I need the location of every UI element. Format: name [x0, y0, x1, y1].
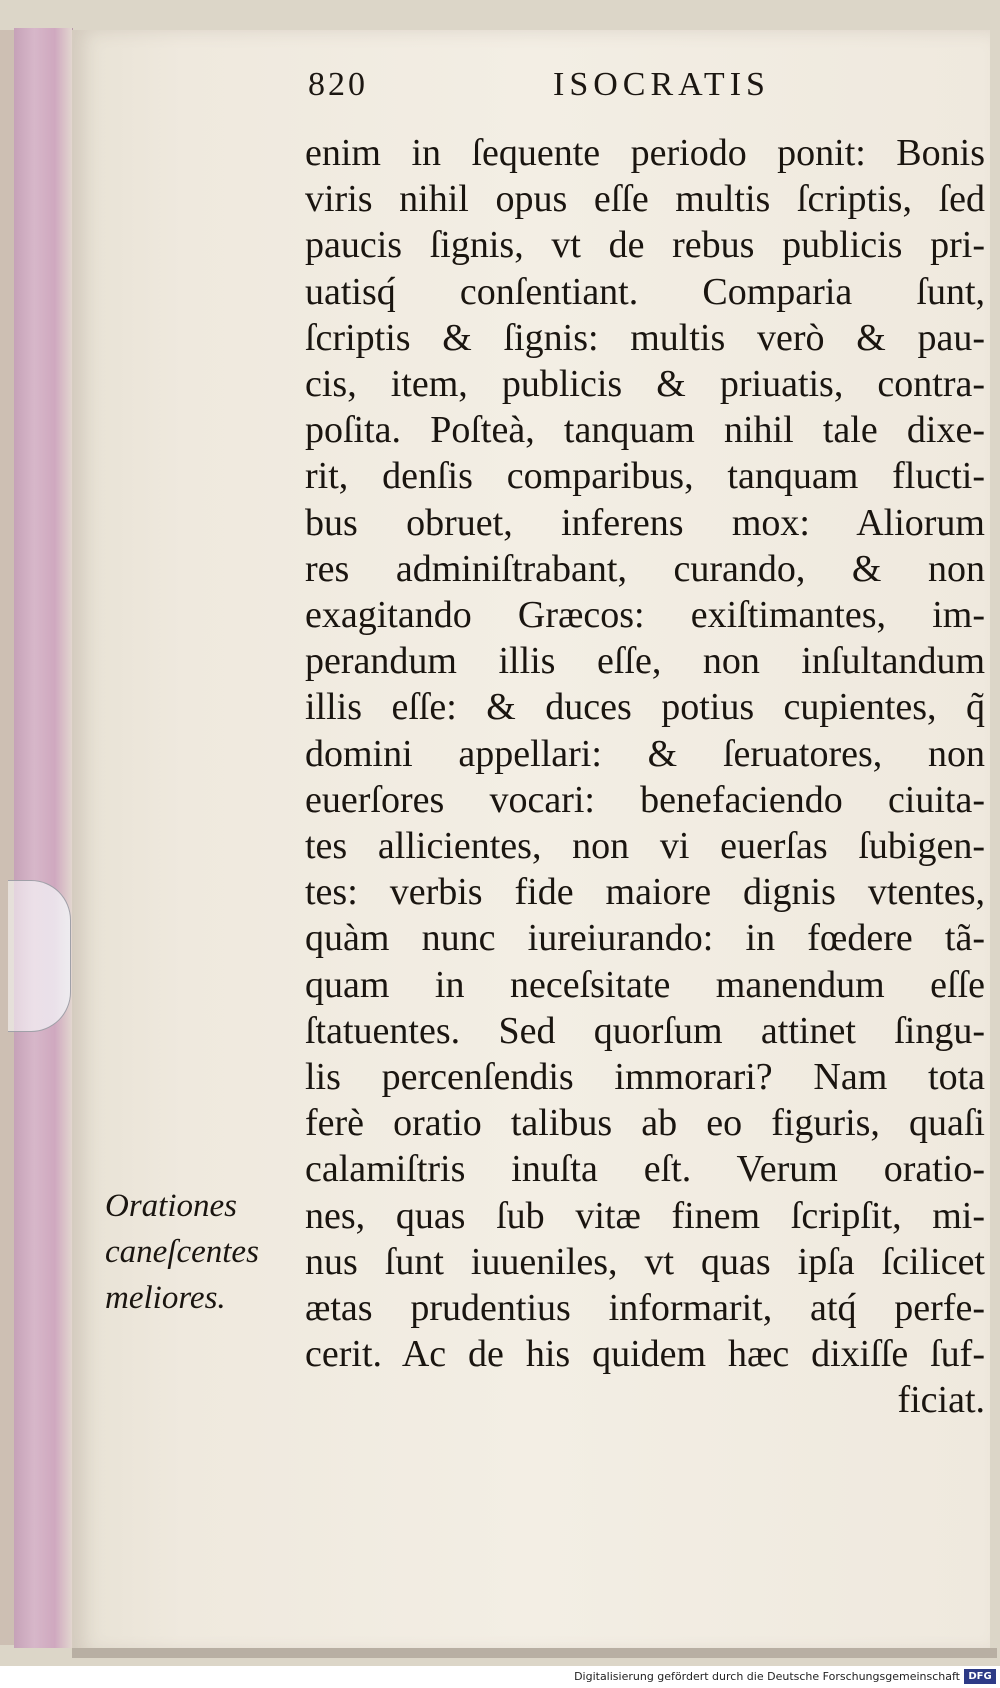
text-line: uatisq́ conſentiant. Comparia ſunt,: [305, 270, 985, 313]
text-line: tes: verbis fide maiore dignis vtentes,: [305, 871, 985, 914]
text-line: tes allicientes, non vi euerſas ſubigen-: [305, 825, 985, 868]
footer-bar: [0, 1666, 1000, 1688]
text-line: nes, quas ſub vitæ finem ſcripſit, mi-: [305, 1194, 985, 1237]
text-line: cerit. Ac de his quidem hæc dixiſſe ſuf-: [305, 1333, 985, 1376]
marginal-note-line: Orationes: [105, 1188, 237, 1224]
text-line: quàm nunc iureiurando: in fœdere tã-: [305, 917, 985, 960]
text-line: lis percenſendis immorari? Nam tota: [305, 1056, 985, 1099]
text-line: ficiat.: [897, 1379, 985, 1422]
book-fore-edge: [14, 28, 73, 1648]
text-line: nus ſunt iuueniles, vt quas ipſa ſcilicet: [305, 1240, 985, 1283]
text-line: paucis ſignis, vt de rebus publicis pri-: [305, 224, 985, 267]
text-line: ſtatuentes. Sed quorſum attinet ſingu-: [305, 1009, 985, 1052]
text-line: euerſores vocari: benefaciendo ciuita-: [305, 778, 985, 821]
marginal-note-line: meliores.: [105, 1280, 226, 1316]
text-line: ſcriptis & ſignis: multis verò & pau-: [305, 316, 985, 359]
text-line: perandum illis eſſe, non inſultandum: [305, 640, 985, 683]
marginal-note: [105, 1183, 280, 1321]
marginal-note-line: caneſcentes: [105, 1234, 259, 1270]
page-bottom-edge: [72, 1648, 997, 1658]
text-line: viris nihil opus eſſe multis ſcriptis, ſed: [305, 178, 985, 221]
digitization-credit: Digitalisierung gefördert durch die Deutsche Forschungsgemeinschaft: [574, 1670, 960, 1683]
text-line: quam in neceſsitate manendum eſſe: [305, 963, 985, 1006]
text-line: ætas prudentius informarit, atq́ perfe-: [305, 1287, 985, 1330]
text-line: res adminiſtrabant, curando, & non: [305, 547, 985, 590]
dfg-logo: DFG: [964, 1669, 996, 1684]
text-line: ferè oratio talibus ab eo figuris, quaſi: [305, 1102, 985, 1145]
page-number: 820: [308, 66, 368, 103]
text-line: bus obruet, inferens mox: Aliorum: [305, 501, 985, 544]
text-line: exagitando Græcos: exiſtimantes, im-: [305, 594, 985, 637]
book-back-edge: [0, 30, 14, 1645]
text-line: rit, denſis comparibus, tanquam flucti-: [305, 455, 985, 498]
text-line: cis, item, publicis & priuatis, contra-: [305, 363, 985, 406]
text-line: domini appellari: & ſeruatores, non: [305, 732, 985, 775]
page-clip: [8, 880, 71, 1032]
text-line: illis eſſe: & duces potius cupientes, q̃: [305, 686, 985, 729]
text-line: poſita. Poſteà, tanquam nihil tale dixe-: [305, 409, 985, 452]
page-header: [308, 66, 808, 116]
running-head: ISOCRATIS: [553, 66, 770, 103]
text-line: enim in ſequente periodo ponit: Bonis: [305, 132, 985, 174]
body-text: [305, 130, 985, 1424]
text-line: calamiſtris inuſta eſt. Verum oratio-: [305, 1148, 985, 1191]
